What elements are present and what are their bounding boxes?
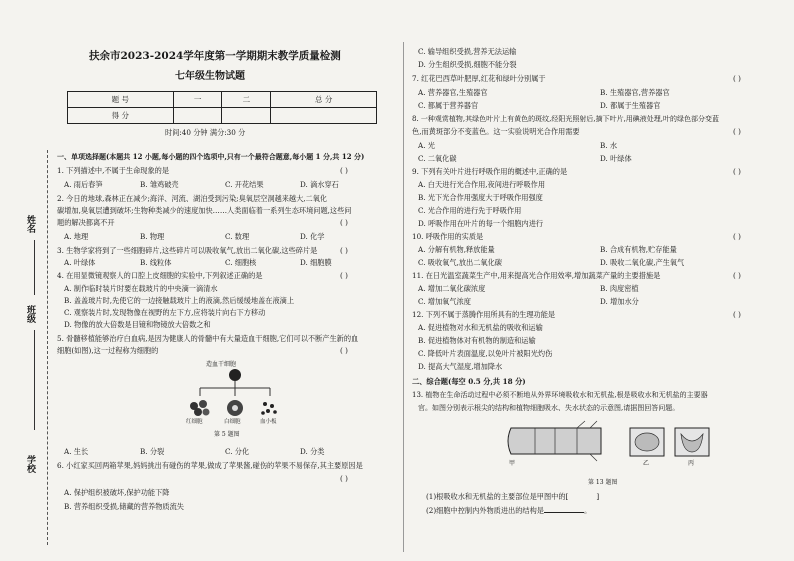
question-13-line: 官。如图分别表示根尖的结构和植物细胞吸水、失水状态的示意图,请据图回答问题。 bbox=[418, 404, 680, 412]
red-blood-cells-icon bbox=[190, 400, 210, 416]
q2-option-b: B. 物理 bbox=[140, 232, 165, 241]
answer-bracket[interactable]: ( ) bbox=[340, 166, 348, 175]
q7-option-c: C. 都属于营养器官 bbox=[418, 101, 479, 110]
figure-label-jia: 甲 bbox=[509, 460, 516, 467]
question-10: 10. 呼吸作用的实质是 bbox=[412, 232, 484, 241]
column-divider bbox=[403, 42, 404, 552]
q10-option-d: D. 吸收二氧化碳,产生氧气 bbox=[600, 258, 685, 267]
figure-5-caption: 第 5 题图 bbox=[214, 431, 240, 438]
question-5-line: 细胞(如图),这一过程称为细胞的 bbox=[57, 346, 159, 355]
q13-sub-2-text: (2)细胞中控制内外物质进出的结构是 bbox=[426, 506, 544, 515]
root-tip-icon bbox=[508, 421, 601, 461]
q5-option-c: C. 分化 bbox=[225, 447, 250, 456]
class-blank[interactable] bbox=[34, 330, 35, 430]
q5-option-b: B. 分裂 bbox=[140, 447, 165, 456]
question-1: 1. 下列描述中,不属于生命现象的是 bbox=[57, 166, 170, 175]
answer-bracket[interactable]: ( ) bbox=[340, 218, 348, 227]
q5-option-a: A. 生长 bbox=[64, 447, 89, 456]
q11-option-b: B. 肉度密植 bbox=[600, 284, 639, 293]
cell-c-icon bbox=[675, 428, 709, 456]
q11-option-c: C. 增加氧气浓度 bbox=[418, 297, 471, 306]
answer-bracket[interactable]: ( ) bbox=[340, 271, 348, 280]
q12-option-c: C. 降低叶片表面温度,以免叶片被阳光灼伤 bbox=[418, 349, 553, 358]
q11-option-a: A. 增加二氧化碳浓度 bbox=[418, 284, 486, 293]
q9-option-a: A. 白天进行光合作用,夜间进行呼吸作用 bbox=[418, 180, 546, 189]
score-cell[interactable] bbox=[173, 108, 222, 124]
score-cell[interactable] bbox=[271, 108, 377, 124]
platelets-icon bbox=[261, 402, 277, 415]
question-4: 4. 在用显微镜观察人的口腔上皮细胞的实验中,下列叙述正确的是 bbox=[57, 271, 263, 280]
section-1-heading: 一、单项选择题(本题共 12 小题,每小题的四个选项中,只有一个最符合题意,每小题 1 分,共 12 分) bbox=[57, 152, 365, 161]
q8-option-a: A. 光 bbox=[418, 141, 435, 150]
q6-option-b: B. 营养组织受损,储藏的营养物质流失 bbox=[64, 502, 184, 511]
answer-bracket[interactable]: ( ) bbox=[733, 74, 741, 83]
q13-sub-2 bbox=[426, 506, 591, 515]
question-8-line: 色,而黄斑部分不变蓝色。这一实验说明光合作用需要 bbox=[412, 127, 580, 136]
q7-option-d: D. 都属于生殖器官 bbox=[600, 101, 661, 110]
q5-option-d: D. 分类 bbox=[300, 447, 325, 456]
school-label: 学校 bbox=[25, 455, 35, 473]
score-header-cell: 二 bbox=[222, 92, 271, 108]
white-blood-cell-icon bbox=[227, 400, 243, 416]
question-7: 7. 红花巴西草叶肥厚,红花和绿叶分别属于 bbox=[412, 74, 546, 83]
q10-option-b: B. 合成有机物,贮存能量 bbox=[600, 245, 677, 254]
q4-option-b: B. 盖盖玻片时,先使它的一边接触载玻片上的液滴,然后缓缓地盖在液滴上 bbox=[64, 296, 295, 305]
cell-b-icon bbox=[630, 428, 664, 456]
exam-subtitle: 七年级生物试题 bbox=[175, 71, 245, 82]
answer-bracket[interactable]: ( ) bbox=[340, 474, 348, 483]
q8-option-b: B. 水 bbox=[600, 141, 618, 150]
q4-option-c: C. 观察装片时,发现物像在视野的左下方,应将装片向右下方移动 bbox=[64, 308, 266, 317]
q2-option-d: D. 化学 bbox=[300, 232, 325, 241]
answer-bracket[interactable]: ( ) bbox=[733, 271, 741, 280]
question-2-line: 题的解决都离不开 bbox=[57, 218, 115, 227]
q2-option-a: A. 地理 bbox=[64, 232, 89, 241]
binding-line bbox=[47, 150, 48, 545]
figure-13-caption: 第 13 题图 bbox=[588, 479, 618, 486]
score-header-cell: 一 bbox=[173, 92, 222, 108]
question-9: 9. 下列有关叶片进行呼吸作用的概述中,正确的是 bbox=[412, 167, 568, 176]
q9-option-d: D. 呼吸作用在叶片的每一个细胞内进行 bbox=[418, 219, 544, 228]
class-label: 班级 bbox=[25, 305, 35, 323]
platelet-label: 血小板 bbox=[260, 419, 277, 425]
score-table bbox=[67, 91, 377, 124]
score-header-cell: 题 号 bbox=[68, 92, 174, 108]
question-2-line: 2. 今日的地球,森林正在减少;海洋、河流、湖泊受到污染;臭氧层空洞越来越大,二氧化 bbox=[57, 194, 328, 203]
q9-option-c: C. 光合作用的进行先于呼吸作用 bbox=[418, 206, 522, 215]
q12-option-a: A. 促进植物对水和无机盐的吸收和运输 bbox=[418, 323, 543, 332]
q13-sub-1-text: (1)根吸收水和无机盐的主要部位是甲图中的[ bbox=[426, 492, 569, 501]
q12-option-d: D. 提高大气湿度,增加降水 bbox=[418, 362, 503, 371]
q3-option-b: B. 线粒体 bbox=[140, 258, 172, 267]
question-5-line: 5. 骨髓移植能够治疗白血病,是因为健康人的骨髓中有大量造血干细胞,它们可以不断产生新的血 bbox=[57, 334, 359, 343]
q7-option-b: B. 生殖器官,营养器官 bbox=[600, 88, 670, 97]
q10-option-a: A. 分解有机物,释放能量 bbox=[418, 245, 495, 254]
q3-option-d: D. 细胞膜 bbox=[300, 258, 332, 267]
score-header-cell: 总 分 bbox=[271, 92, 377, 108]
figure-13-root-tip-diagram bbox=[505, 418, 715, 478]
q13-sub-2-tail: 。 bbox=[584, 506, 592, 515]
answer-bracket[interactable]: ( ) bbox=[340, 346, 348, 355]
figure-label-yi: 乙 bbox=[643, 460, 650, 467]
stem-cell-label: 造血干细胞 bbox=[206, 361, 237, 368]
question-2-line: 碳增加,臭氧层遭到破坏;生物种类减少的速度加快……人类面临着一系列生态环境问题,这些问 bbox=[57, 206, 352, 215]
time-and-score: 时间:40 分钟 满分:30 分 bbox=[165, 128, 246, 137]
question-11: 11. 在日光温室蔬菜生产中,用来提高光合作用效率,增加蔬菜产量的主要措施是 bbox=[412, 271, 661, 280]
q11-option-d: D. 增加水分 bbox=[600, 297, 639, 306]
question-6-line: 6. 小红家买回两箱苹果,妈妈挑出有碰伤的苹果,做成了苹果酱,碰伤的苹果不易保存,其主要原因是 bbox=[57, 461, 363, 470]
q6-option-c: C. 输导组织受损,营养无法运输 bbox=[418, 47, 517, 56]
figure-5-stem-cell-diagram bbox=[180, 360, 290, 440]
figure-label-bing: 丙 bbox=[688, 460, 695, 467]
score-cell[interactable] bbox=[222, 108, 271, 124]
answer-bracket[interactable]: ( ) bbox=[340, 246, 348, 255]
q12-option-b: B. 促进植物体对有机物的制造和运输 bbox=[418, 336, 536, 345]
q1-option-b: B. 雏鸡破壳 bbox=[140, 180, 179, 189]
root-tip-svg bbox=[505, 418, 715, 468]
q10-option-c: C. 吸收氧气,放出二氧化碳 bbox=[418, 258, 502, 267]
question-12: 12. 下列不属于蒸腾作用所具有的生理功能是 bbox=[412, 310, 556, 319]
name-label: 姓名 bbox=[25, 215, 35, 233]
question-8-line: 8. 一种观赏植物,其绿色叶片上有黄色的斑纹,经阳光照射后,摘下叶片,用碘液处理,叶的绿色部分变蓝 bbox=[412, 115, 720, 123]
red-blood-cell-label: 红细胞 bbox=[186, 419, 203, 425]
q4-option-a: A. 制作临时装片时要在载玻片的中央滴一滴清水 bbox=[64, 284, 218, 293]
answer-bracket[interactable]: ( ) bbox=[733, 167, 741, 176]
q4-option-d: D. 物像的放大倍数是目镜和物镜放大倍数之和 bbox=[64, 320, 211, 329]
q3-option-c: C. 细胞核 bbox=[225, 258, 257, 267]
q8-option-d: D. 叶绿体 bbox=[600, 154, 632, 163]
exam-title: 扶余市2023-2024学年度第一学期期末教学质量检测 bbox=[89, 50, 341, 62]
white-blood-cell-label: 白细胞 bbox=[224, 419, 241, 425]
question-3: 3. 生物学家将到了一些细胞碎片,这些碎片可以吸收氧气,放出二氧化碳,这些碎片是 bbox=[57, 246, 318, 255]
q8-option-c: C. 二氧化碳 bbox=[418, 154, 457, 163]
score-row-label: 得 分 bbox=[68, 108, 174, 124]
q13-sub-1 bbox=[426, 492, 599, 501]
q1-option-d: D. 滴水穿石 bbox=[300, 180, 339, 189]
q7-option-a: A. 营养器官,生殖器官 bbox=[418, 88, 488, 97]
q3-option-a: A. 叶绿体 bbox=[64, 258, 96, 267]
q6-option-d: D. 分生组织受损,细胞不能分裂 bbox=[418, 60, 517, 69]
answer-bracket[interactable]: ( ) bbox=[733, 310, 741, 319]
q1-option-c: C. 开花结果 bbox=[225, 180, 264, 189]
name-blank[interactable] bbox=[34, 240, 35, 295]
q13-sub-1-tail: ] bbox=[596, 492, 600, 501]
q6-option-a: A. 保护组织被破坏,保护功能下降 bbox=[64, 488, 170, 497]
q9-option-b: B. 光下光合作用强度大于呼吸作用强度 bbox=[418, 193, 543, 202]
q2-option-c: C. 数理 bbox=[225, 232, 250, 241]
answer-bracket[interactable]: ( ) bbox=[733, 127, 741, 136]
q1-option-a: A. 雨后春笋 bbox=[64, 180, 103, 189]
answer-bracket[interactable]: ( ) bbox=[733, 232, 741, 241]
q13-blank-2[interactable] bbox=[544, 512, 584, 513]
section-2-heading: 二、综合题(每空 0.5 分,共 18 分) bbox=[412, 377, 526, 386]
question-13-line: 13. 植物在生命活动过程中必须不断地从外界环境吸收水和无机盐,根是吸收水和无机盐的主要器 bbox=[412, 391, 708, 399]
